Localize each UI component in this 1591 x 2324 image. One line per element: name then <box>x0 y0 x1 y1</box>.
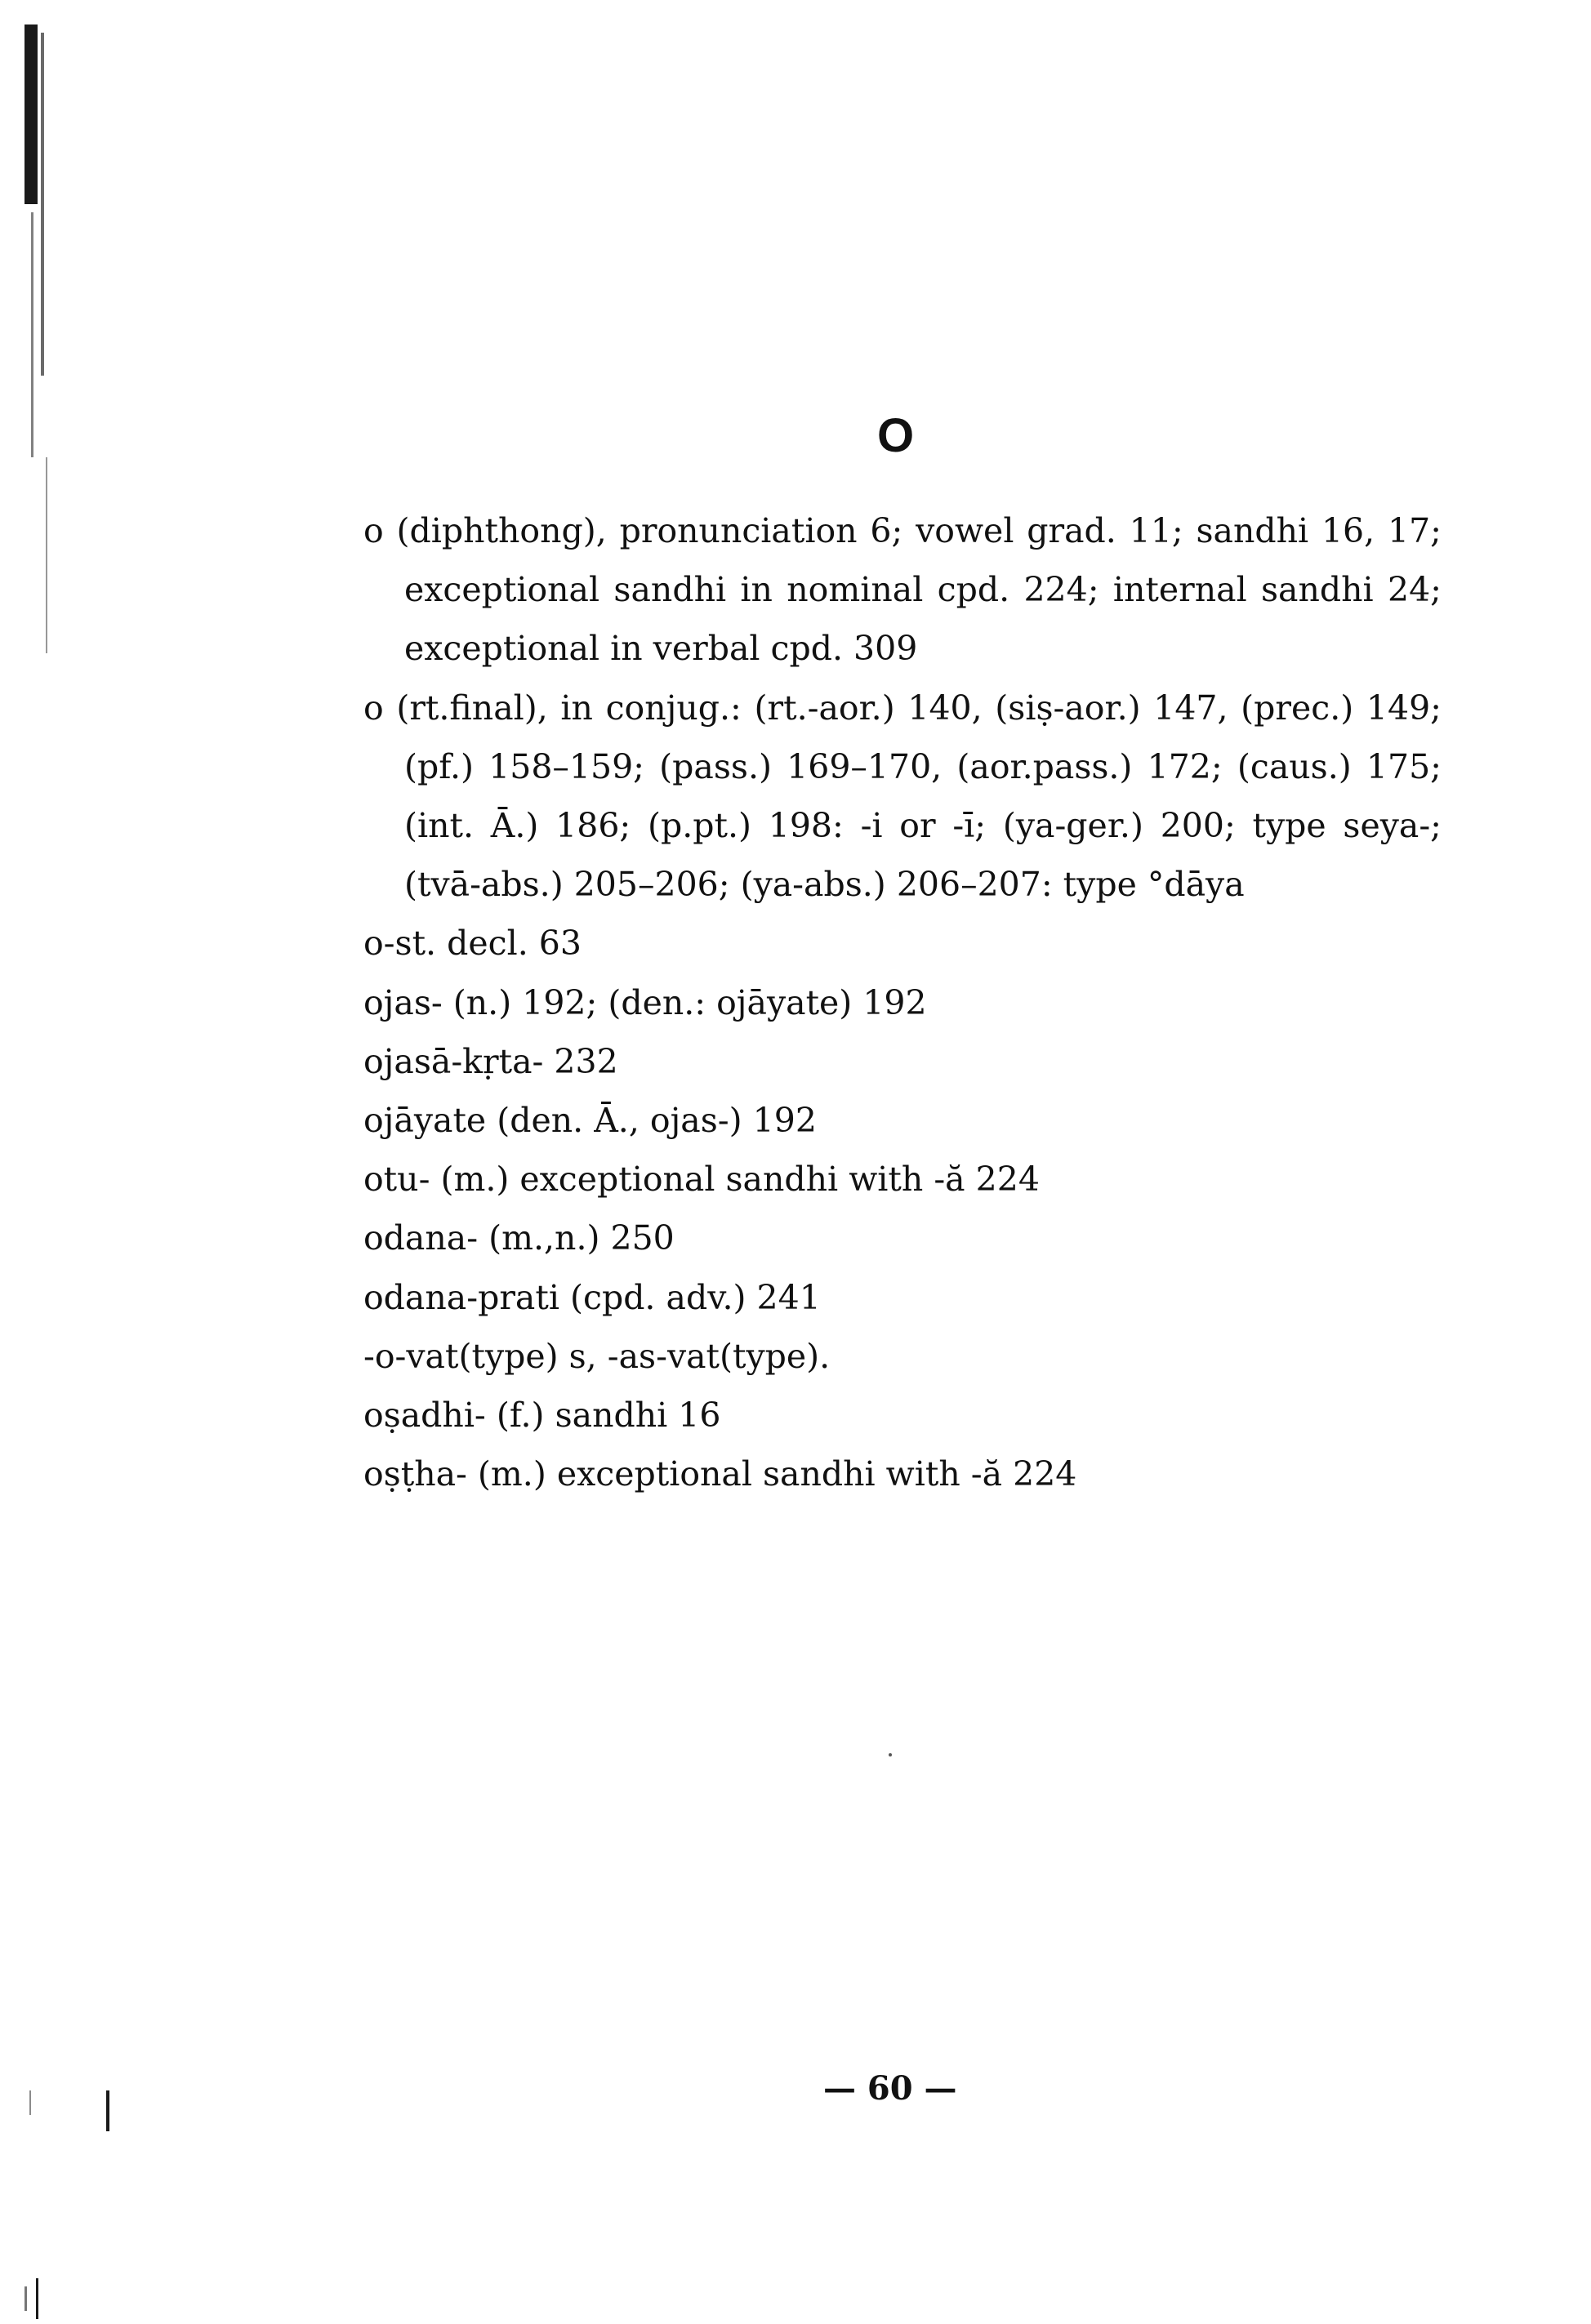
scan-edge-mark <box>36 2278 38 2319</box>
scan-edge-mark <box>46 457 47 653</box>
scan-edge-mark <box>41 33 44 376</box>
index-entry: odana- (m.,n.) 250 <box>363 1218 675 1258</box>
index-entry: o-st. decl. 63 <box>363 924 582 964</box>
index-entry: oṣṭha- (m.) exceptional sandhi with -ă 224 <box>363 1454 1077 1494</box>
scan-edge-mark <box>29 2090 31 2115</box>
scan-speck <box>889 1753 892 1756</box>
scan-edge-mark <box>106 2090 109 2131</box>
index-entry: otu- (m.) exceptional sandhi with -ă 224 <box>363 1160 1040 1200</box>
index-entry: ojas- (n.) 192; (den.: ojāyate) 192 <box>363 982 927 1022</box>
scan-edge-mark <box>25 2286 27 2311</box>
scan-edge-mark <box>31 212 33 457</box>
index-entry: -o-vat(type) s, -as-vat(type). <box>363 1336 831 1376</box>
scan-edge-mark <box>25 24 38 204</box>
section-letter-heading: O <box>877 409 915 462</box>
page-number: — 60 — <box>823 2069 957 2108</box>
index-entry: oṣadhi- (f.) sandhi 16 <box>363 1396 721 1436</box>
index-entry-list <box>363 501 1442 1503</box>
index-entry: o (rt.final), in conjug.: (rt.-aor.) 140, (siṣ-aor.) 147, (prec.) 149; (pf.) 158–159; (pass.) 169–170, (aor.pass.) 172; (caus.) 175; (int. Ā.) 186; (p.pt.) 198: -i or -ī; (ya-ger.) 200; type seya-; (tvā-abs.) 205–206; (ya-abs.) 206–207: type °dāya <box>363 688 1442 905</box>
index-entry: o (diphthong), pronunciation 6; vowel grad. 11; sandhi 16, 17; exceptional sandhi in nominal cpd. 224; internal sandhi 24; exceptional in verbal cpd. 309 <box>363 511 1442 669</box>
index-entry: odana-prati (cpd. adv.) 241 <box>363 1277 821 1317</box>
index-entry: ojasā-kṛta- 232 <box>363 1041 618 1081</box>
index-entry: ojāyate (den. Ā., ojas-) 192 <box>363 1101 817 1141</box>
